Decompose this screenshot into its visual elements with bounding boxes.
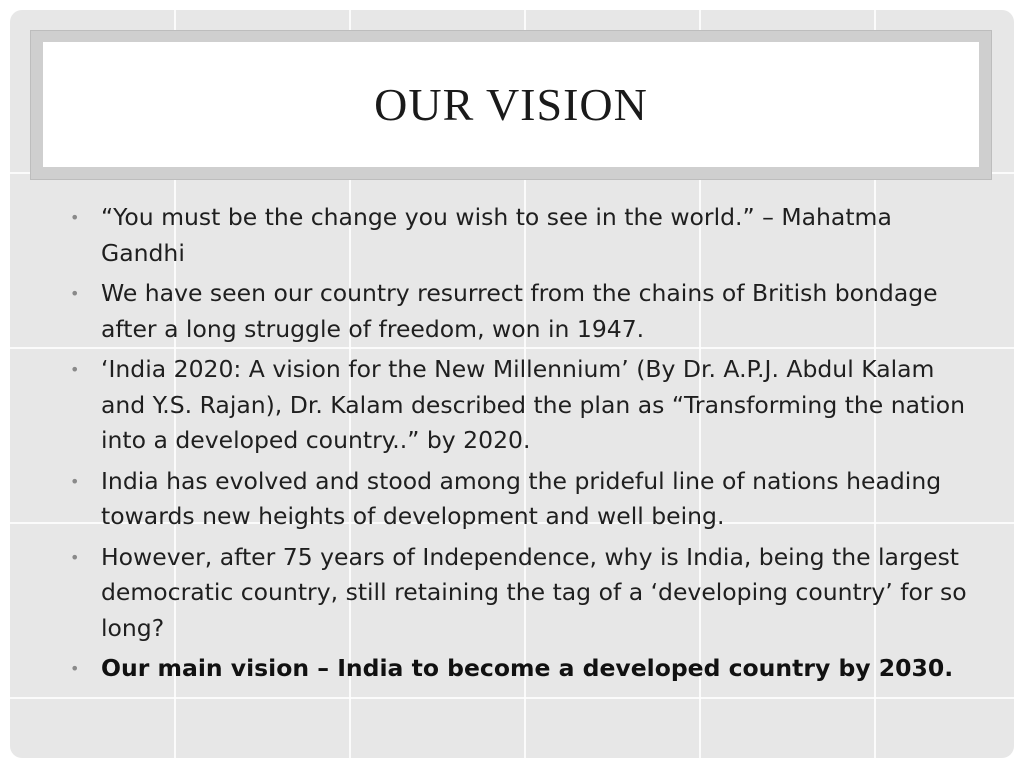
bullet-list — [70, 200, 970, 692]
title-frame — [30, 30, 992, 180]
title-box — [43, 42, 979, 167]
bullet-item-4 — [70, 464, 970, 535]
bullet-icon: • — [70, 547, 80, 567]
bullet-icon: • — [70, 284, 80, 303]
bullet-item-3 — [70, 352, 970, 459]
bullet-icon: • — [70, 208, 80, 227]
bullet-icon: • — [70, 659, 80, 678]
bullet-text: However, after 75 years of Independence, why is India, being the largest democratic country, still retaining the tag of a ‘developing country’ for so long? — [101, 542, 967, 642]
bullet-text: Our main vision – India to become a developed country by 2030. — [101, 654, 954, 682]
bullet-text: We have seen our country resurrect from the chains of British bondage after a long struggle of freedom, won in 1947. — [101, 279, 938, 343]
bullet-item-5 — [70, 540, 970, 647]
slide-title: OUR VISION — [374, 78, 648, 130]
bullet-text: India has evolved and stood among the prideful line of nations heading towards new heights of development and well being. — [101, 466, 942, 530]
bullet-item-6-main-vision — [70, 651, 970, 687]
bullet-text: ‘India 2020: A vision for the New Millennium’ (By Dr. A.P.J. Abdul Kalam and Y.S. Rajan), Dr. Kalam described the plan as “Transforming the nation into a developed country..” by 2020. — [101, 355, 966, 454]
bullet-item-2 — [70, 276, 970, 347]
bullet-text: “You must be the change you wish to see in the world.” – Mahatma Gandhi — [101, 203, 892, 267]
bullet-item-1 — [70, 200, 970, 271]
bullet-icon: • — [70, 471, 80, 491]
bullet-icon: • — [70, 360, 80, 379]
